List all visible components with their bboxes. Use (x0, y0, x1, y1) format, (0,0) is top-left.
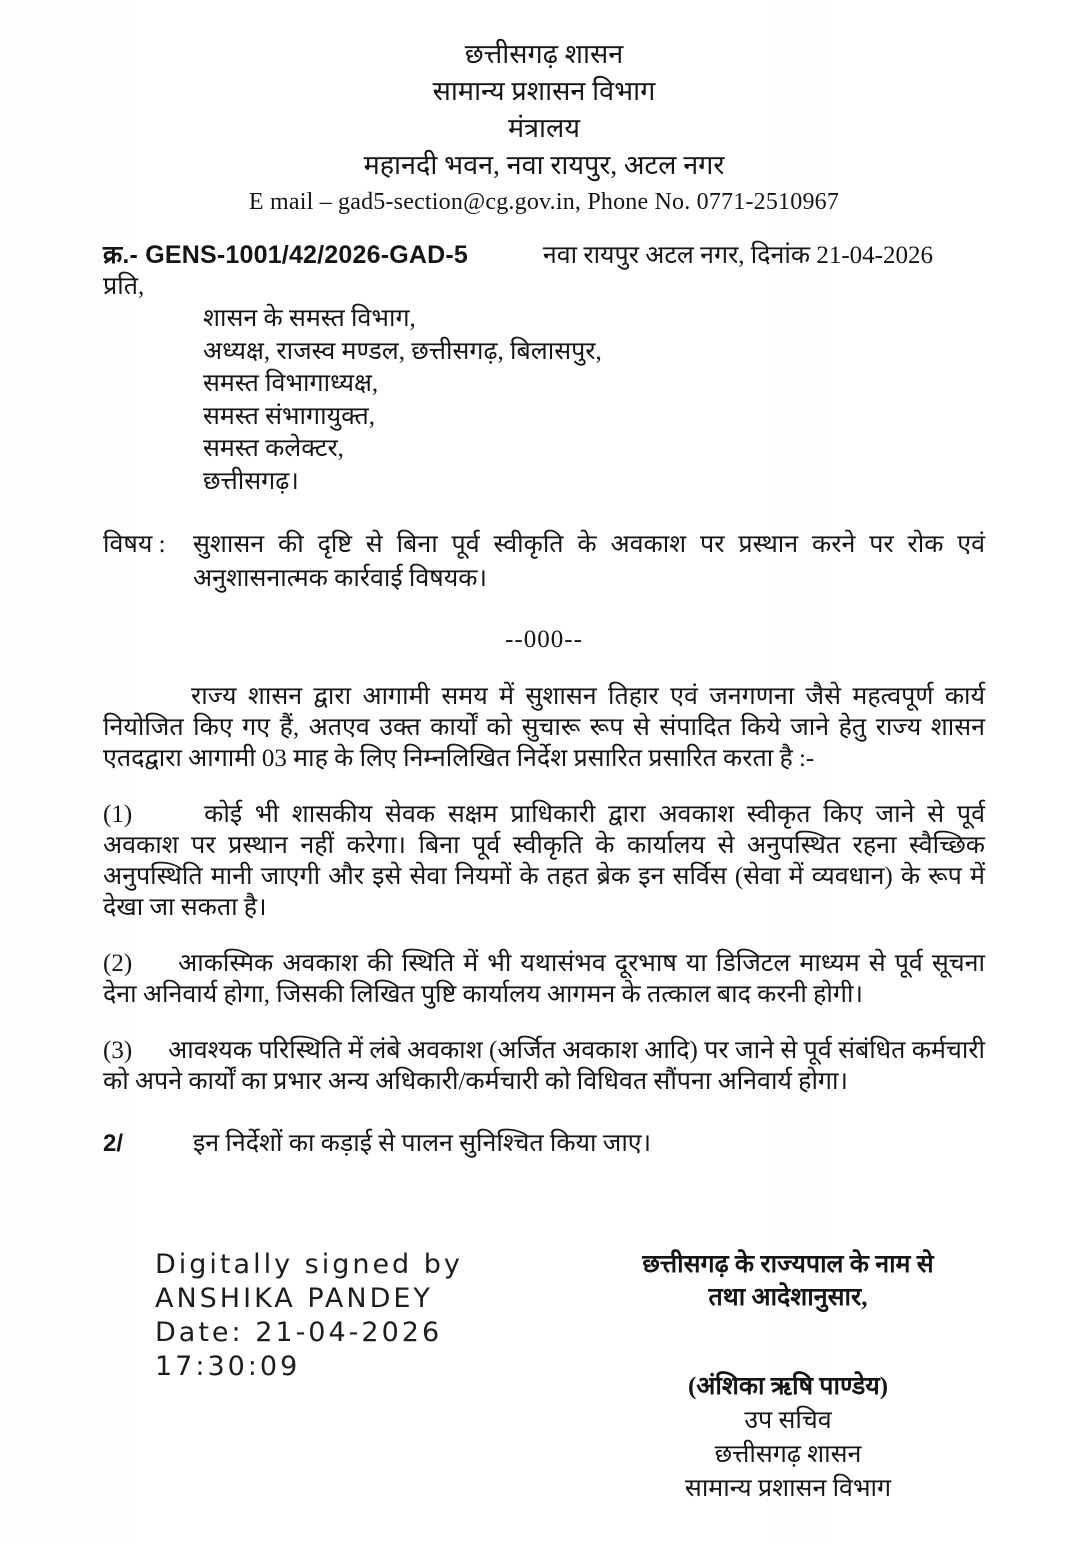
recipient-item: समस्त विभागाध्यक्ष, (203, 370, 379, 397)
letterhead (103, 36, 985, 221)
recipient-item: शासन के समस्त विभाग, (203, 305, 416, 332)
address-line: महानदी भवन, नवा रायपुर, अटल नगर (363, 150, 725, 180)
intro-paragraph: राज्य शासन द्वारा आगामी समय में सुशासन तिहार एवं जनगणना जैसे महत्वपूर्ण कार्य नियोजित किए गए हैं, अतएव उक्त कार्यों को सुचारू रूप से संपादित किये जाने हेतु राज्य शासन एतदद्वारा आगामी 03 माह के लिए निम्नलिखित निर्देश प्रसारित प्रसारित करता है :- (103, 683, 985, 772)
item-number: (3) (103, 1037, 133, 1064)
item-text: आवश्यक परिस्थिति में लंबे अवकाश (अर्जित अवकाश आदि) पर जाने से पूर्व संबंधित कर्मचारी को अपने कार्यों का प्रभार अन्य अधिकारी/कर्मचारी को विधिवत सौंपना अनिवार्य होगा। (103, 1037, 985, 1095)
signoff-designation: उप सचिव (744, 1407, 832, 1434)
place-and-date: नवा रायपुर अटल नगर, दिनांक 21-04-2026 (542, 242, 933, 269)
signoff-name: (अंशिका ऋषि पाण्डेय) (687, 1373, 889, 1400)
section-separator: --000-- (505, 626, 583, 653)
reference-row (103, 237, 985, 271)
subject-text: सुशासन की दृष्टि से बिना पूर्व स्वीकृति के अवकाश पर प्रस्थान करने पर रोक एवं अनुशासनात्मक कार्रवाई विषयक। (193, 531, 985, 592)
signoff-org-line2: सामान्य प्रशासन विभाग (684, 1475, 892, 1502)
item-text: कोई भी शासकीय सेवक सक्षम प्राधिकारी द्वारा अवकाश स्वीकृत किए जाने से पूर्व अवकाश पर प्रस्थान नहीं करेगा। बिना पूर्व स्वीकृति के कार्यालय से अनुपस्थित रहना स्वैच्छिक अनुपस्थिति मानी जाएगी और इसे सेवा नियमों के तहत ब्रेक इन सर्विस (सेवा में व्यवधान) के रूप में देखा जा सकता है। (103, 801, 985, 921)
item-number: (1) (103, 801, 133, 828)
signoff-authority-line2: तथा आदेशानुसार, (708, 1284, 868, 1311)
department-name: सामान्य प्रशासन विभाग (432, 76, 656, 106)
digital-signature-date: Date: 21-04-2026 (155, 1317, 443, 1348)
subject-label: विषय : (103, 531, 166, 558)
item-text: आकस्मिक अवकाश की स्थिति में भी यथासंभव दूरभाष या डिजिटल माध्यम से पूर्व सूचना देना अनिवार्य होगा, जिसकी लिखित पुष्टि कार्यालय आगमन के तत्काल बाद करनी होगी। (103, 950, 985, 1008)
recipient-item: समस्त कलेक्टर, (203, 435, 344, 462)
signoff-org-line1: छत्तीसगढ़ शासन (714, 1441, 862, 1468)
closing-instruction (103, 1128, 985, 1160)
recipient-item: छत्तीसगढ़। (203, 467, 299, 495)
government-name: छत्तीसगढ़ शासन (464, 39, 624, 69)
recipient-list (203, 303, 985, 498)
closing-text: इन निर्देशों का कड़ाई से पालन सुनिश्चित किया जाए। (193, 1130, 652, 1157)
signature-area (103, 1248, 985, 1506)
signoff-block (603, 1248, 973, 1506)
digital-signature-stamp (155, 1248, 555, 1384)
reference-number: क्र.- GENS-1001/42/2026-GAD-5 (103, 241, 469, 269)
recipient-item: समस्त संभागायुक्त, (203, 402, 375, 430)
directive-item-2 (103, 948, 985, 1010)
directive-item-1 (103, 799, 985, 923)
subject-row (103, 528, 985, 596)
recipient-item: अध्यक्ष, राजस्व मण्डल, छत्तीसगढ़, बिलासपुर, (203, 337, 602, 365)
ministry-name: मंत्रालय (507, 113, 580, 143)
digital-signature-time: 17:30:09 (155, 1351, 301, 1382)
signoff-authority-line1: छत्तीसगढ़ के राज्यपाल के नाम से (642, 1251, 934, 1278)
digital-signature-signer: ANSHIKA PANDEY (155, 1283, 433, 1314)
contact-line: E mail – gad5-section@cg.gov.in, Phone No. 0771-2510967 (248, 189, 840, 215)
digital-signature-line: Digitally signed by (155, 1249, 463, 1280)
item-number: (2) (103, 950, 133, 977)
directive-item-3 (103, 1035, 985, 1097)
closing-number: 2/ (103, 1130, 124, 1157)
to-label: प्रति, (103, 273, 145, 300)
